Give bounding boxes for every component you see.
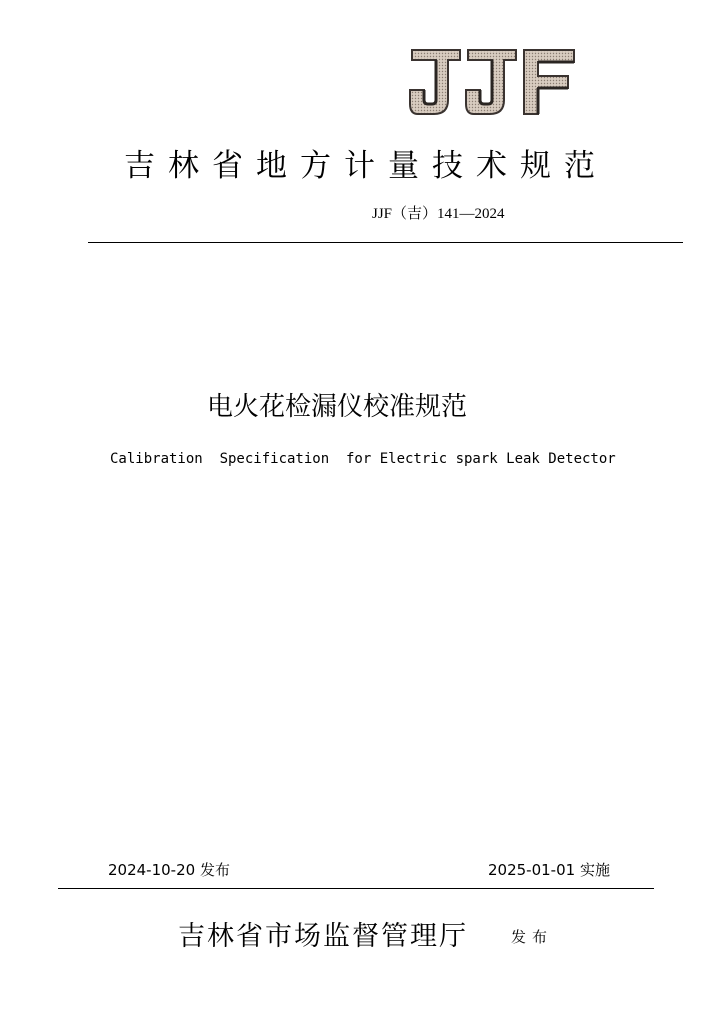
jjf-logo bbox=[408, 46, 578, 118]
top-divider bbox=[88, 242, 683, 243]
bottom-divider bbox=[58, 888, 654, 889]
issue-date: 2024-10-20 发布 bbox=[108, 861, 230, 879]
series-title: 吉林省地方计量技术规范 bbox=[124, 148, 608, 184]
jjf-logo-graphic bbox=[408, 46, 578, 118]
standard-code: JJF（吉）141—2024 bbox=[372, 206, 505, 222]
document-title: 电火花检漏仪校准规范 bbox=[207, 392, 468, 422]
issuing-authority-suffix: 发布 bbox=[511, 928, 554, 946]
document-title-english: Calibration Specification for Electric spark Leak Detector bbox=[110, 451, 616, 467]
implementation-date: 2025-01-01 实施 bbox=[488, 861, 610, 879]
issuing-authority: 吉林省市场监督管理厅 bbox=[178, 921, 468, 952]
